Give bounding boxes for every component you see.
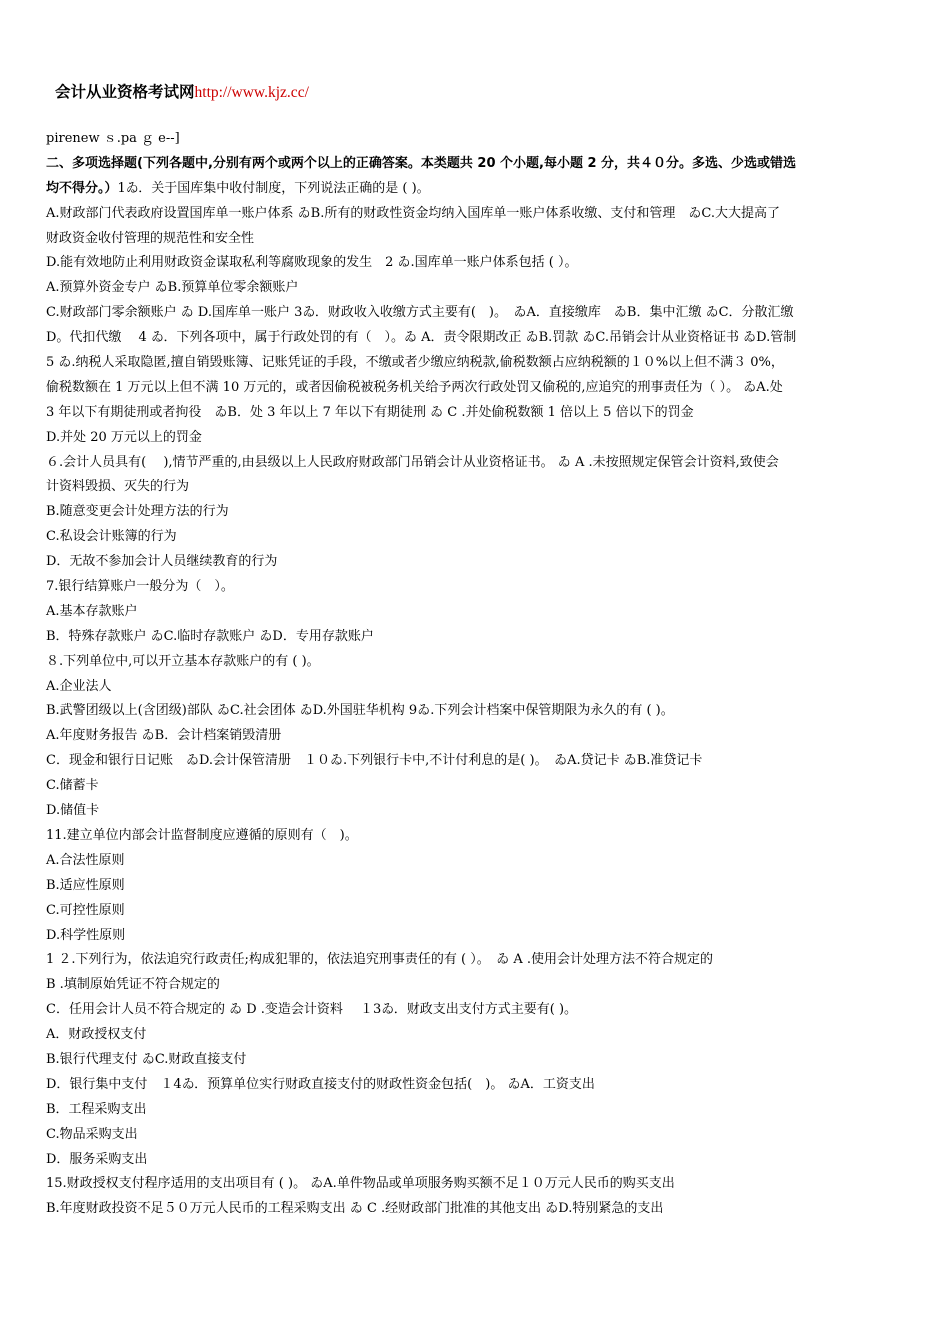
text-line: 11.建立单位内部会计监督制度应遵循的原则有（ )。	[46, 827, 358, 843]
text-line: D．服务采购支出	[46, 1151, 148, 1167]
text-line: 15.财政授权支付程序适用的支出项目有 ( )。 ゐA.单件物品或单项服务购买额不足１０万元人民币的购买支出	[46, 1176, 675, 1192]
text-line: D．银行集中支付 １4ゐ．预算单位实行财政直接支付的财政性资金包括( )。 ゐA．工资支出	[46, 1076, 595, 1092]
text-line: C．任用会计人员不符合规定的 ゐ D .变造会计资料 １3ゐ．财政支出支付方式主要有( )。	[46, 1002, 578, 1018]
text-line: 财政资金收付管理的规范性和安全性	[46, 230, 255, 246]
text-line: 计资料毁损、灭失的行为	[46, 479, 190, 495]
text-line: D.并处 20 万元以上的罚金	[46, 429, 202, 445]
text-line: B.银行代理支付 ゐC.财政直接支付	[46, 1051, 247, 1067]
text-line: C.储蓄卡	[46, 778, 99, 794]
text-line: A.年度财务报告 ゐB．会计档案销毁清册	[46, 728, 282, 744]
question-content	[46, 127, 866, 1222]
text-line: C.可控性原则	[46, 902, 125, 918]
text-line: B .填制原始凭证不符合规定的	[46, 977, 220, 993]
site-name: 会计从业资格考试网	[55, 83, 195, 101]
text-line: 7.银行结算账户一般分为（ ）。	[46, 579, 234, 595]
section-heading-end: 均不得分。）	[46, 180, 118, 196]
text-line: C．现金和银行日记账 ゐD.会计保管清册 １０ゐ.下列银行卡中,不计付利息的是( )。 ゐA.贷记卡 ゐB.准贷记卡	[46, 753, 703, 769]
text-line: D.储值卡	[46, 803, 100, 819]
text-line: B.适应性原则	[46, 877, 125, 893]
text-line: ６.会计人员具有( ),情节严重的,由县级以上人民政府财政部门吊销会计从业资格证书。 ゐ A .未按照规定保管会计资料,致使会	[46, 454, 779, 470]
text-line: D.能有效地防止利用财政资金谋取私利等腐败现象的发生 2 ゐ.国库单一账户体系包括 ( ）。	[46, 255, 578, 271]
text-line: 5 ゐ.纳税人采取隐匿,擅自销毁账簿、记账凭证的手段，不缴或者少缴应纳税款,偷税数额占应纳税额的１０%以上但不满３ 0%，	[46, 355, 784, 371]
text-line: A.财政部门代表政府设置国库单一账户体系 ゐB.所有的财政性资金均纳入国库单一账户体系收缴、支付和管理 ゐC.大大提高了	[46, 205, 780, 221]
question-text: 1ゐ．关于国库集中收付制度，下列说法正确的是 ( )。	[117, 180, 430, 196]
text-line: pirenew ｓ.pa ｇ e--]	[46, 131, 180, 146]
text-line: B.随意变更会计处理方法的行为	[46, 504, 229, 520]
text-line: ８.下列单位中,可以开立基本存款账户的有 ( )。	[46, 653, 320, 669]
text-line: A.基本存款账户	[46, 603, 138, 619]
text-line: C.物品采购支出	[46, 1126, 138, 1142]
text-line	[46, 177, 866, 202]
text-line: D.科学性原则	[46, 927, 126, 943]
section-heading: 二、多项选择题(下列各题中,分别有两个或两个以上的正确答案。本类题共 20 个小题,每小题 2 分，共４０分。多选、少选或错选	[46, 155, 797, 171]
site-url[interactable]: http://www.kjz.cc/	[194, 84, 309, 101]
text-line: 1 ２.下列行为，依法追究行政责任;构成犯罪的，依法追究刑事责任的有 ( ）。 ゐ A .使用会计处理方法不符合规定的	[46, 952, 714, 968]
text-line: 3 年以下有期徒刑或者拘役 ゐB．处 3 年以上 7 年以下有期徒刑 ゐ C .并处偷税数额 1 倍以上 5 倍以下的罚金	[46, 404, 694, 420]
page-header	[55, 80, 309, 102]
text-line: A．财政授权支付	[46, 1027, 147, 1043]
text-line: D。代扣代缴 4 ゐ．下列各项中，属于行政处罚的有（ ）。ゐ A．责令限期改正 ゐB.罚款 ゐC.吊销会计从业资格证书 ゐD.管制	[46, 330, 797, 346]
text-line: C.私设会计账簿的行为	[46, 529, 177, 545]
text-line: C.财政部门零余额账户 ゐ D.国库单一账户 3ゐ．财政收入收缴方式主要有( )。 ゐA．直接缴库 ゐB．集中汇缴 ゐC．分散汇缴	[46, 305, 794, 321]
text-line: B.年度财政投资不足５０万元人民币的工程采购支出 ゐ C .经财政部门批准的其他支出 ゐD.特别紧急的支出	[46, 1201, 664, 1217]
text-line: A.预算外资金专户 ゐB.预算单位零余额账户	[46, 280, 299, 296]
text-line: 偷税数额在 1 万元以上但不满 10 万元的，或者因偷税被税务机关给予两次行政处罚又偷税的,应追究的刑事责任为（ ）。 ゐA.处	[46, 379, 783, 395]
text-line: B.武警团级以上(含团级)部队 ゐC.社会团体 ゐD.外国驻华机构 9ゐ.下列会计档案中保管期限为永久的有 ( )。	[46, 703, 674, 719]
text-line: D．无故不参加会计人员继续教育的行为	[46, 554, 278, 570]
text-line: A.合法性原则	[46, 852, 125, 868]
text-line: B．工程采购支出	[46, 1101, 147, 1117]
text-line: A.企业法人	[46, 678, 112, 694]
text-line: B．特殊存款账户 ゐC.临时存款账户 ゐD．专用存款账户	[46, 628, 374, 644]
